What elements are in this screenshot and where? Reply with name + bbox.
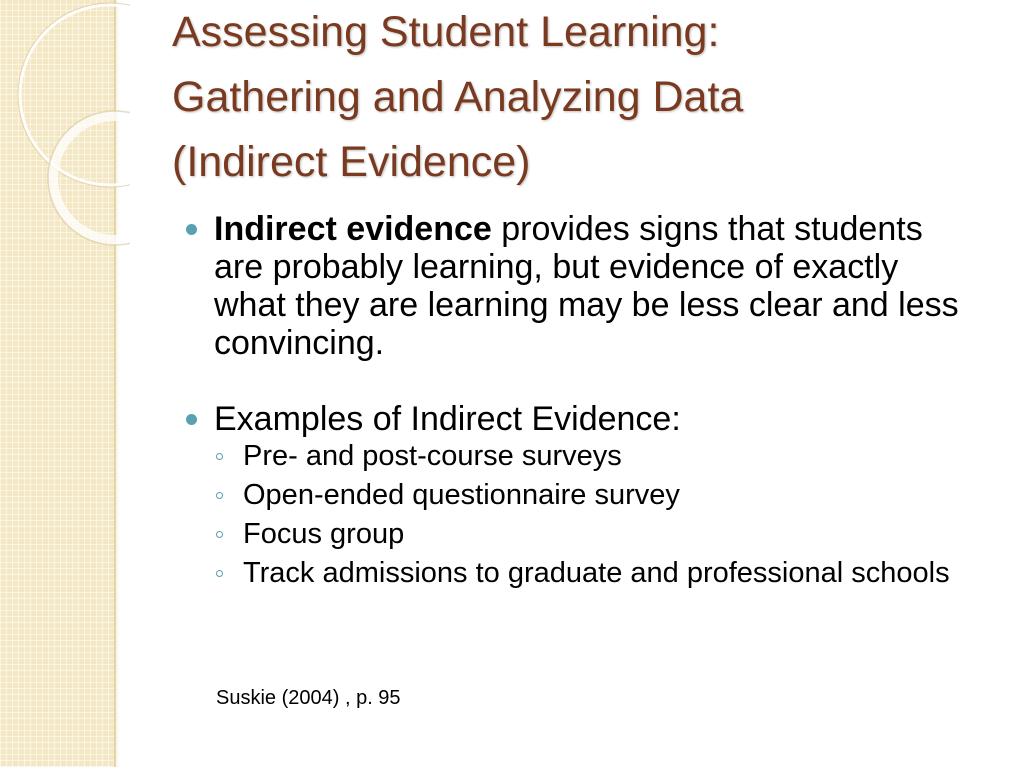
decorative-circles — [0, 0, 130, 260]
list-item-text: Pre- and post-course surveys — [243, 440, 622, 472]
subbullet-icon — [216, 531, 223, 538]
list-item-text: Open-ended questionnaire survey — [243, 479, 680, 511]
list-item-text: Focus group — [243, 518, 405, 550]
bullet-text: Examples of Indirect Evidence: — [214, 400, 681, 438]
bullet-text: provides signs that students are probably learning, but evidence of exactly what they are learning may be less clear and less convincing. — [214, 210, 959, 362]
slide-title — [172, 0, 992, 195]
title-line-3: (Indirect Evidence) — [172, 138, 531, 186]
list-item — [183, 480, 973, 511]
bullet-examples — [183, 400, 973, 438]
list-item — [183, 441, 973, 472]
subbullet-icon — [216, 492, 223, 499]
bullet-icon — [186, 224, 197, 235]
list-item-text: Track admissions to graduate and professional schools — [243, 557, 950, 589]
bullet-icon — [186, 414, 197, 425]
slide-content — [183, 210, 973, 597]
subbullet-icon — [216, 453, 223, 460]
list-item — [183, 519, 973, 550]
title-line-1: Assessing Student Learning: — [172, 8, 720, 56]
subbullet-icon — [216, 570, 223, 577]
citation: Suskie (2004) , p. 95 — [216, 687, 401, 709]
list-item — [183, 558, 973, 589]
bullet-indirect-evidence — [183, 210, 973, 362]
bullet-bold-term: Indirect evidence — [214, 210, 492, 248]
title-line-2: Gathering and Analyzing Data — [172, 73, 744, 121]
examples-list — [183, 441, 973, 589]
